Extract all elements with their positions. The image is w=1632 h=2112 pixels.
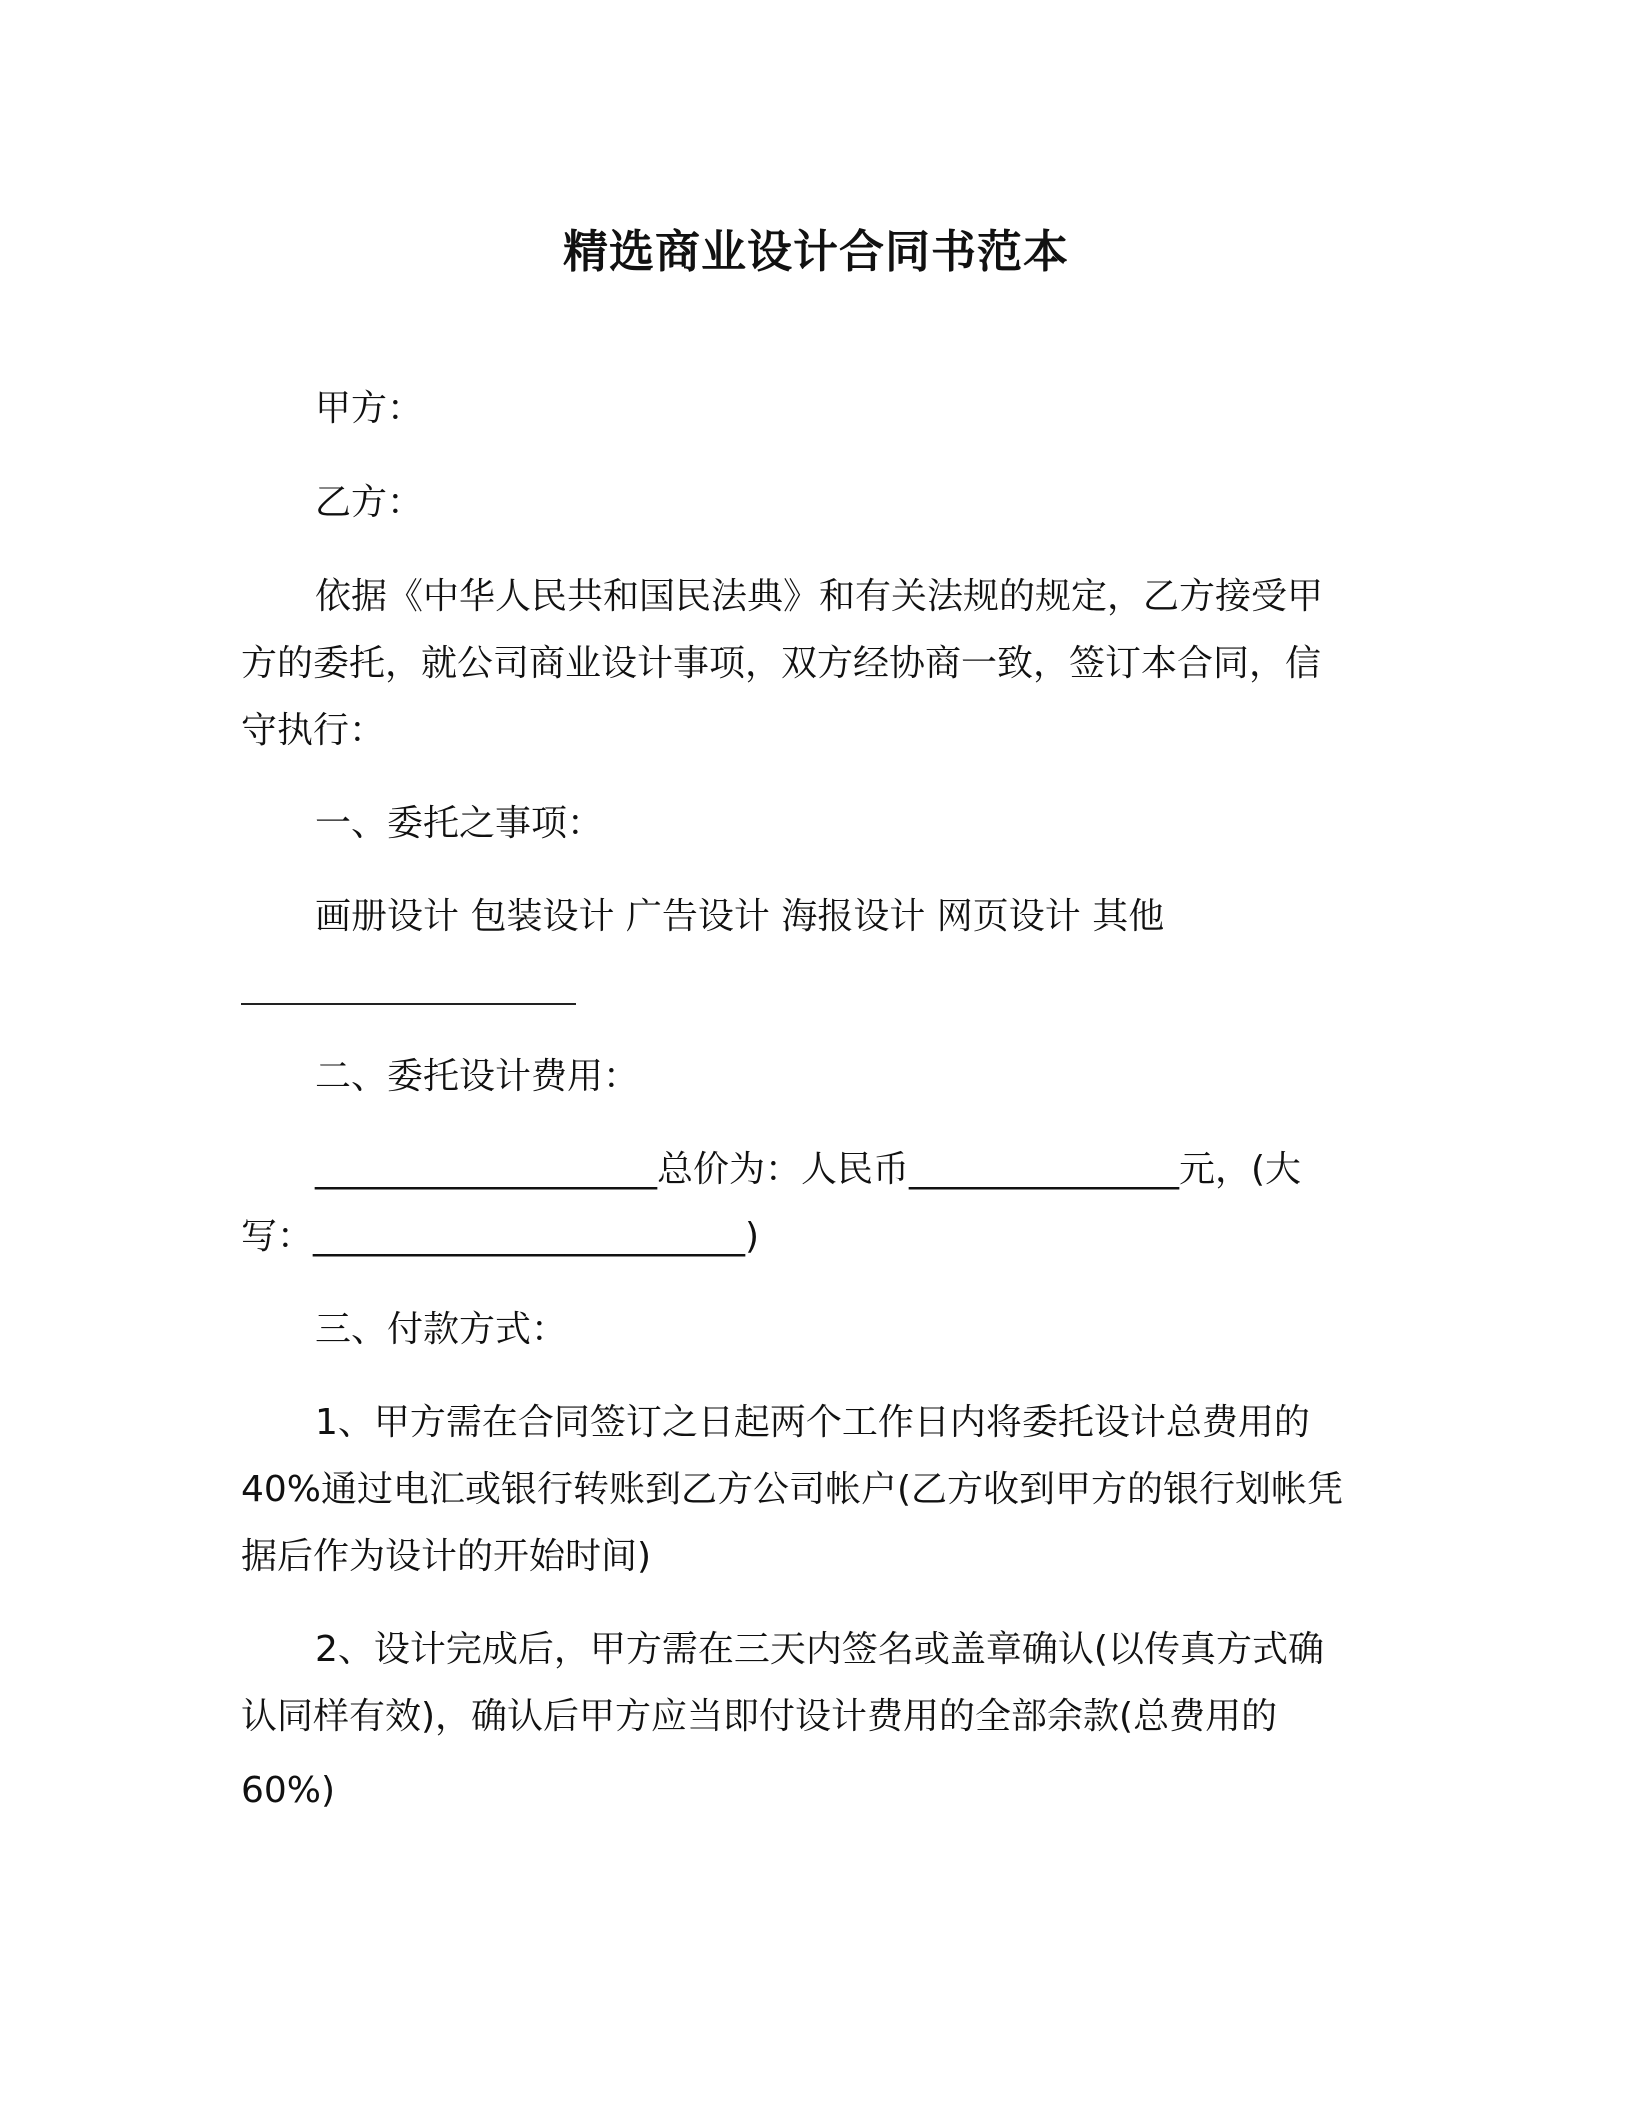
clause-2-line-1: 2、设计完成后，甲方需在三天内签名或盖章确认(以传真方式确 xyxy=(315,1629,1324,1670)
section-2-fee-line-1: ___________________总价为：人民币_______________元，(大 xyxy=(315,1149,1302,1190)
section-3-heading: 三、付款方式： xyxy=(315,1309,568,1350)
party-a-label: 甲方： xyxy=(315,388,424,429)
intro-line-2: 方的委托，就公司商业设计事项，双方经协商一致，签订本合同，信 xyxy=(241,643,1322,684)
clause-1-line-3: 据后作为设计的开始时间) xyxy=(241,1536,652,1577)
clause-1-line-2: 40%通过电汇或银行转账到乙方公司帐户(乙方收到甲方的银行划帐凭 xyxy=(241,1469,1344,1510)
intro-line-1: 依据《中华人民共和国民法典》和有关法规的规定，乙方接受甲 xyxy=(315,576,1324,617)
clause-1-line-1: 1、甲方需在合同签订之日起两个工作日内将委托设计总费用的 xyxy=(315,1402,1310,1443)
fill-in-blank-line xyxy=(241,1003,576,1005)
section-2-fee-line-2: 写：________________________) xyxy=(241,1216,760,1257)
section-2-heading: 二、委托设计费用： xyxy=(315,1056,640,1097)
clause-2-line-2: 认同样有效)，确认后甲方应当即付设计费用的全部余款(总费用的 xyxy=(241,1696,1278,1737)
intro-line-3: 守执行： xyxy=(241,710,386,751)
section-1-heading: 一、委托之事项： xyxy=(315,803,604,844)
clause-2-line-3: 60%) xyxy=(241,1770,336,1811)
section-1-items: 画册设计 包装设计 广告设计 海报设计 网页设计 其他 xyxy=(315,896,1165,937)
document-title: 精选商业设计合同书范本 xyxy=(562,225,1069,278)
party-b-label: 乙方： xyxy=(315,482,424,523)
